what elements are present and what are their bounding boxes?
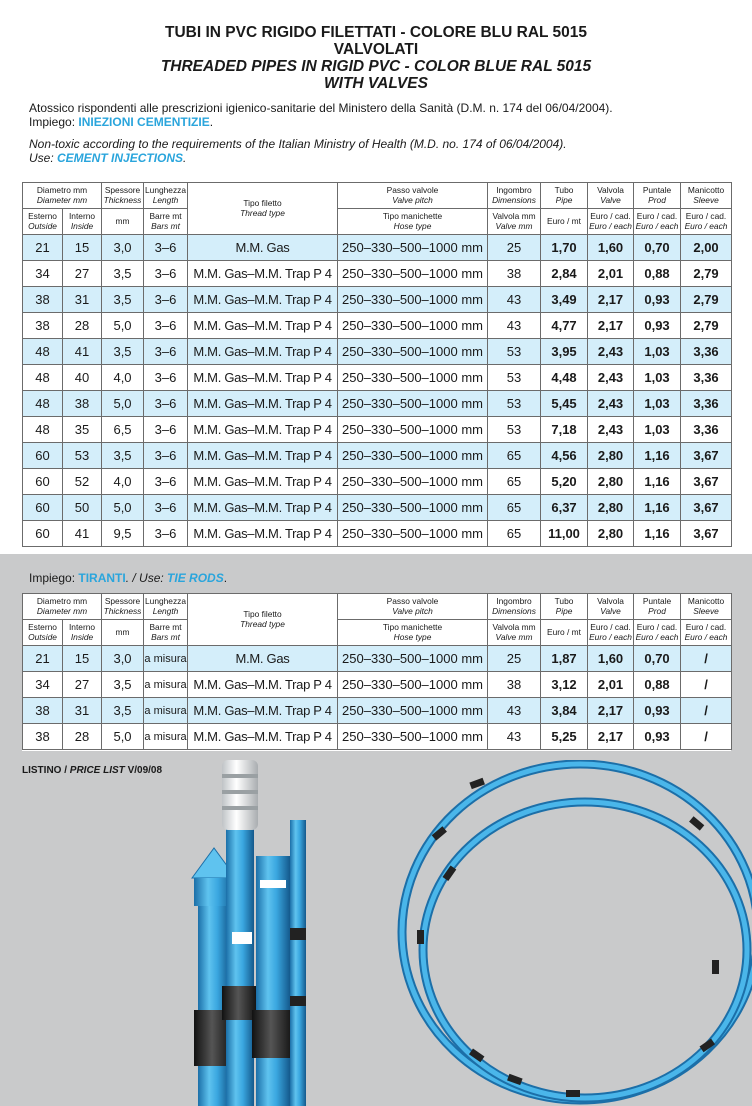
cell-thread: M.M. Gas–M.M. Trap P 4 [188, 724, 338, 750]
cell-sleeve: 3,67 [681, 443, 732, 469]
cell-dimensions: 43 [488, 313, 541, 339]
cell-valve: 2,80 [588, 521, 634, 547]
table-row [23, 365, 732, 391]
cell-pipe: 4,48 [541, 365, 588, 391]
cell-length: 3–6 [144, 287, 188, 313]
use-value-en: CEMENT INJECTIONS [57, 151, 184, 165]
cell-prod: 0,88 [634, 672, 681, 698]
cell-length: a misura [144, 698, 188, 724]
cell-pitch: 250–330–500–1000 mm [338, 235, 488, 261]
title-en-line1: THREADED PIPES IN RIGID PVC - COLOR BLUE RAL 5015 [160, 58, 592, 75]
cell-outside: 21 [23, 235, 63, 261]
cell-dimensions: 53 [488, 417, 541, 443]
cell-pitch: 250–330–500–1000 mm [338, 469, 488, 495]
cell-thread: M.M. Gas–M.M. Trap P 4 [188, 521, 338, 547]
cell-thickness: 5,0 [102, 313, 144, 339]
cell-thread: M.M. Gas–M.M. Trap P 4 [188, 287, 338, 313]
header-euro-each: Euro / cad. Euro / each [681, 620, 732, 646]
cell-inside: 15 [63, 235, 102, 261]
cell-pitch: 250–330–500–1000 mm [338, 261, 488, 287]
cell-outside: 60 [23, 469, 63, 495]
header-inside: Interno Inside [63, 209, 102, 235]
note-en-use [29, 151, 752, 165]
header-thread: Tipo filetto Thread type [188, 183, 338, 235]
cell-pipe: 3,49 [541, 287, 588, 313]
header-length: Lunghezza Length [144, 183, 188, 209]
cell-outside: 60 [23, 521, 63, 547]
cell-pitch: 250–330–500–1000 mm [338, 339, 488, 365]
header-pitch: Passo valvole Valve pitch [338, 594, 488, 620]
cell-sleeve: / [681, 672, 732, 698]
cell-thread: M.M. Gas–M.M. Trap P 4 [188, 365, 338, 391]
cell-sleeve: 3,36 [681, 339, 732, 365]
cell-inside: 31 [63, 287, 102, 313]
cell-thickness: 3,0 [102, 646, 144, 672]
cell-dimensions: 65 [488, 521, 541, 547]
note-tie-rods: Impiego: TIRANTI. / Use: TIE RODS. [29, 571, 228, 585]
table-row [23, 672, 732, 698]
cell-dimensions: 25 [488, 646, 541, 672]
cell-length: 3–6 [144, 339, 188, 365]
header-valve-mm: Valvola mm Valve mm [488, 620, 541, 646]
cell-length: 3–6 [144, 495, 188, 521]
cell-outside: 21 [23, 646, 63, 672]
cell-prod: 0,88 [634, 261, 681, 287]
cell-dimensions: 25 [488, 235, 541, 261]
cell-outside: 48 [23, 339, 63, 365]
table-row [23, 417, 732, 443]
coiled-pipe-rings [402, 764, 752, 1100]
cell-pipe: 3,95 [541, 339, 588, 365]
cell-valve: 2,17 [588, 287, 634, 313]
cell-inside: 52 [63, 469, 102, 495]
cell-sleeve: 3,67 [681, 469, 732, 495]
title-en-line2: WITH VALVES [324, 75, 428, 92]
cell-valve: 2,17 [588, 724, 634, 750]
cell-prod: 1,03 [634, 365, 681, 391]
cell-dimensions: 53 [488, 365, 541, 391]
cell-thread: M.M. Gas–M.M. Trap P 4 [188, 391, 338, 417]
cell-pitch: 250–330–500–1000 mm [338, 646, 488, 672]
cell-pipe: 7,18 [541, 417, 588, 443]
cell-pitch: 250–330–500–1000 mm [338, 724, 488, 750]
header-valve-mm: Valvola mm Valve mm [488, 209, 541, 235]
cell-prod: 1,16 [634, 443, 681, 469]
cell-outside: 48 [23, 417, 63, 443]
cell-pipe: 3,12 [541, 672, 588, 698]
cell-pitch: 250–330–500–1000 mm [338, 391, 488, 417]
cell-dimensions: 43 [488, 724, 541, 750]
cell-sleeve: 3,36 [681, 417, 732, 443]
price-table-injections [22, 182, 732, 547]
cell-length: 3–6 [144, 469, 188, 495]
cell-pipe: 4,77 [541, 313, 588, 339]
cell-outside: 38 [23, 724, 63, 750]
product-photo [0, 760, 752, 1106]
cell-dimensions: 38 [488, 672, 541, 698]
price-table-tie-rods [22, 593, 732, 750]
cell-sleeve: 3,67 [681, 521, 732, 547]
cell-thread: M.M. Gas–M.M. Trap P 4 [188, 261, 338, 287]
cell-inside: 35 [63, 417, 102, 443]
cell-thickness: 5,0 [102, 495, 144, 521]
cell-prod: 0,70 [634, 646, 681, 672]
cell-dimensions: 43 [488, 287, 541, 313]
header-euro-each: Euro / cad. Euro / each [634, 620, 681, 646]
cell-length: 3–6 [144, 391, 188, 417]
cell-outside: 48 [23, 391, 63, 417]
cell-pitch: 250–330–500–1000 mm [338, 443, 488, 469]
cell-sleeve: 2,79 [681, 313, 732, 339]
note-en-atoxic: Non-toxic according to the requirements of the Italian Ministry of Health (M.D. no. 174 of 06/04/2004). [29, 137, 567, 151]
cell-prod: 0,93 [634, 313, 681, 339]
cell-valve: 2,80 [588, 469, 634, 495]
cell-valve: 2,01 [588, 672, 634, 698]
period: . [183, 151, 187, 165]
cell-inside: 41 [63, 521, 102, 547]
cell-length: 3–6 [144, 365, 188, 391]
cell-thickness: 9,5 [102, 521, 144, 547]
cell-pipe: 1,70 [541, 235, 588, 261]
cell-sleeve: 2,79 [681, 287, 732, 313]
cell-pipe: 5,20 [541, 469, 588, 495]
cell-sleeve: 3,67 [681, 495, 732, 521]
cell-thickness: 4,0 [102, 469, 144, 495]
header-outside: Esterno Outside [23, 620, 63, 646]
cell-valve: 2,17 [588, 313, 634, 339]
cell-thickness: 5,0 [102, 724, 144, 750]
price-list-label: LISTINO / PRICE LIST V/09/08 [22, 765, 163, 776]
cell-sleeve: 2,00 [681, 235, 732, 261]
cell-inside: 27 [63, 261, 102, 287]
cell-thread: M.M. Gas–M.M. Trap P 4 [188, 698, 338, 724]
header-valve: Valvola Valve [588, 183, 634, 209]
cell-dimensions: 53 [488, 391, 541, 417]
header-mm: mm [102, 209, 144, 235]
cell-thickness: 3,0 [102, 235, 144, 261]
header-diameter: Diametro mm Diameter mm [23, 594, 102, 620]
cell-sleeve: 3,36 [681, 391, 732, 417]
cell-thickness: 5,0 [102, 391, 144, 417]
cell-inside: 38 [63, 391, 102, 417]
cell-thickness: 3,5 [102, 672, 144, 698]
table-row [23, 391, 732, 417]
cell-prod: 0,93 [634, 698, 681, 724]
header-hose: Tipo manichette Hose type [338, 209, 488, 235]
cell-sleeve: 2,79 [681, 261, 732, 287]
cell-valve: 2,01 [588, 261, 634, 287]
cell-thread: M.M. Gas–M.M. Trap P 4 [188, 313, 338, 339]
table-row [23, 646, 732, 672]
cell-inside: 31 [63, 698, 102, 724]
header-bars: Barre mt Bars mt [144, 209, 188, 235]
cell-length: a misura [144, 646, 188, 672]
cell-sleeve: / [681, 724, 732, 750]
use-label-en: Use: [29, 151, 58, 165]
use-value: INIEZIONI CEMENTIZIE [78, 115, 210, 129]
cell-valve: 2,43 [588, 365, 634, 391]
header-diameter: Diametro mm Diameter mm [23, 183, 102, 209]
header-euro-each: Euro / cad. Euro / each [681, 209, 732, 235]
header-mm: mm [102, 620, 144, 646]
cell-length: a misura [144, 724, 188, 750]
cell-pipe: 3,84 [541, 698, 588, 724]
cell-pipe: 2,84 [541, 261, 588, 287]
cell-outside: 34 [23, 261, 63, 287]
table-row [23, 287, 732, 313]
cell-thread: M.M. Gas–M.M. Trap P 4 [188, 469, 338, 495]
cell-prod: 0,93 [634, 287, 681, 313]
cell-sleeve: / [681, 646, 732, 672]
cell-pipe: 11,00 [541, 521, 588, 547]
cell-pitch: 250–330–500–1000 mm [338, 521, 488, 547]
period: . [209, 115, 214, 129]
cell-outside: 60 [23, 495, 63, 521]
note-it-use [29, 115, 752, 129]
cell-prod: 0,93 [634, 724, 681, 750]
header-euro-each: Euro / cad. Euro / each [634, 209, 681, 235]
header-pipe: Tubo Pipe [541, 594, 588, 620]
cell-inside: 50 [63, 495, 102, 521]
header-outside: Esterno Outside [23, 209, 63, 235]
cell-prod: 1,03 [634, 417, 681, 443]
cell-valve: 1,60 [588, 235, 634, 261]
cell-thickness: 3,5 [102, 261, 144, 287]
cell-prod: 1,16 [634, 521, 681, 547]
cell-thread: M.M. Gas–M.M. Trap P 4 [188, 495, 338, 521]
cell-outside: 38 [23, 287, 63, 313]
header-hose: Tipo manichette Hose type [338, 620, 488, 646]
table-row [23, 469, 732, 495]
header-euro-each: Euro / cad. Euro / each [588, 620, 634, 646]
cell-thickness: 4,0 [102, 365, 144, 391]
cell-pipe: 6,37 [541, 495, 588, 521]
note-it-atoxic: Atossico rispondenti alle prescrizioni igienico-sanitarie del Ministero della Sanità (D.M. n. 174 del 06/04/2004). [29, 101, 613, 115]
table-row [23, 724, 732, 750]
cell-thickness: 3,5 [102, 698, 144, 724]
table-row [23, 313, 732, 339]
cell-thread: M.M. Gas–M.M. Trap P 4 [188, 417, 338, 443]
cell-valve: 2,80 [588, 495, 634, 521]
cell-inside: 41 [63, 339, 102, 365]
cell-valve: 2,43 [588, 391, 634, 417]
cell-valve: 2,43 [588, 417, 634, 443]
cell-pitch: 250–330–500–1000 mm [338, 672, 488, 698]
cell-length: 3–6 [144, 235, 188, 261]
table-row [23, 495, 732, 521]
cell-inside: 27 [63, 672, 102, 698]
cell-thread: M.M. Gas–M.M. Trap P 4 [188, 672, 338, 698]
cell-length: 3–6 [144, 443, 188, 469]
header-pipe: Tubo Pipe [541, 183, 588, 209]
cell-valve: 2,80 [588, 443, 634, 469]
threaded-pipes [192, 760, 306, 1106]
cell-valve: 2,43 [588, 339, 634, 365]
cell-thread: M.M. Gas [188, 235, 338, 261]
cell-length: a misura [144, 672, 188, 698]
cell-thread: M.M. Gas–M.M. Trap P 4 [188, 339, 338, 365]
table-row [23, 261, 732, 287]
cell-pitch: 250–330–500–1000 mm [338, 287, 488, 313]
cell-thickness: 3,5 [102, 443, 144, 469]
header-thickness: Spessore Thickness [102, 594, 144, 620]
cell-dimensions: 53 [488, 339, 541, 365]
header-thickness: Spessore Thickness [102, 183, 144, 209]
header-euro-mt: Euro / mt [541, 620, 588, 646]
cell-thread: M.M. Gas [188, 646, 338, 672]
cell-inside: 53 [63, 443, 102, 469]
cell-sleeve: / [681, 698, 732, 724]
cell-dimensions: 65 [488, 443, 541, 469]
header-prod: Puntale Prod [634, 183, 681, 209]
header-dimensions: Ingombro Dimensions [488, 183, 541, 209]
cell-pipe: 4,56 [541, 443, 588, 469]
cell-inside: 28 [63, 313, 102, 339]
cell-inside: 40 [63, 365, 102, 391]
header-euro-mt: Euro / mt [541, 209, 588, 235]
cell-inside: 28 [63, 724, 102, 750]
use-label: Impiego: [29, 115, 79, 129]
header-euro-each: Euro / cad. Euro / each [588, 209, 634, 235]
header-inside: Interno Inside [63, 620, 102, 646]
cell-outside: 48 [23, 365, 63, 391]
cell-dimensions: 65 [488, 495, 541, 521]
cell-thickness: 6,5 [102, 417, 144, 443]
cell-pipe: 5,25 [541, 724, 588, 750]
table-row [23, 521, 732, 547]
table-row [23, 443, 732, 469]
cell-outside: 60 [23, 443, 63, 469]
header-sleeve: Manicotto Sleeve [681, 183, 732, 209]
cell-prod: 0,70 [634, 235, 681, 261]
cell-prod: 1,16 [634, 495, 681, 521]
cell-length: 3–6 [144, 261, 188, 287]
cell-length: 3–6 [144, 417, 188, 443]
cell-outside: 38 [23, 698, 63, 724]
header-pitch: Passo valvole Valve pitch [338, 183, 488, 209]
cell-length: 3–6 [144, 313, 188, 339]
header-length: Lunghezza Length [144, 594, 188, 620]
cell-prod: 1,03 [634, 339, 681, 365]
cell-thickness: 3,5 [102, 339, 144, 365]
cell-outside: 34 [23, 672, 63, 698]
cell-length: 3–6 [144, 521, 188, 547]
header-thread: Tipo filetto Thread type [188, 594, 338, 646]
cell-pitch: 250–330–500–1000 mm [338, 698, 488, 724]
cell-pipe: 5,45 [541, 391, 588, 417]
cell-inside: 15 [63, 646, 102, 672]
table-row [23, 235, 732, 261]
cell-prod: 1,16 [634, 469, 681, 495]
cell-thread: M.M. Gas–M.M. Trap P 4 [188, 443, 338, 469]
cell-pitch: 250–330–500–1000 mm [338, 365, 488, 391]
cell-pitch: 250–330–500–1000 mm [338, 417, 488, 443]
cell-pitch: 250–330–500–1000 mm [338, 495, 488, 521]
title-it-line1: TUBI IN PVC RIGIDO FILETTATI - COLORE BLU RAL 5015 [165, 24, 587, 41]
header-valve: Valvola Valve [588, 594, 634, 620]
header-sleeve: Manicotto Sleeve [681, 594, 732, 620]
title-it-line2: VALVOLATI [333, 41, 419, 58]
header-bars: Barre mt Bars mt [144, 620, 188, 646]
cell-prod: 1,03 [634, 391, 681, 417]
cell-valve: 1,60 [588, 646, 634, 672]
cell-dimensions: 65 [488, 469, 541, 495]
header-dimensions: Ingombro Dimensions [488, 594, 541, 620]
table-row [23, 698, 732, 724]
cell-pitch: 250–330–500–1000 mm [338, 313, 488, 339]
cell-dimensions: 38 [488, 261, 541, 287]
cell-pipe: 1,87 [541, 646, 588, 672]
header-prod: Puntale Prod [634, 594, 681, 620]
table-row [23, 339, 732, 365]
cell-thickness: 3,5 [102, 287, 144, 313]
cell-valve: 2,17 [588, 698, 634, 724]
cell-sleeve: 3,36 [681, 365, 732, 391]
cell-outside: 38 [23, 313, 63, 339]
cell-dimensions: 43 [488, 698, 541, 724]
